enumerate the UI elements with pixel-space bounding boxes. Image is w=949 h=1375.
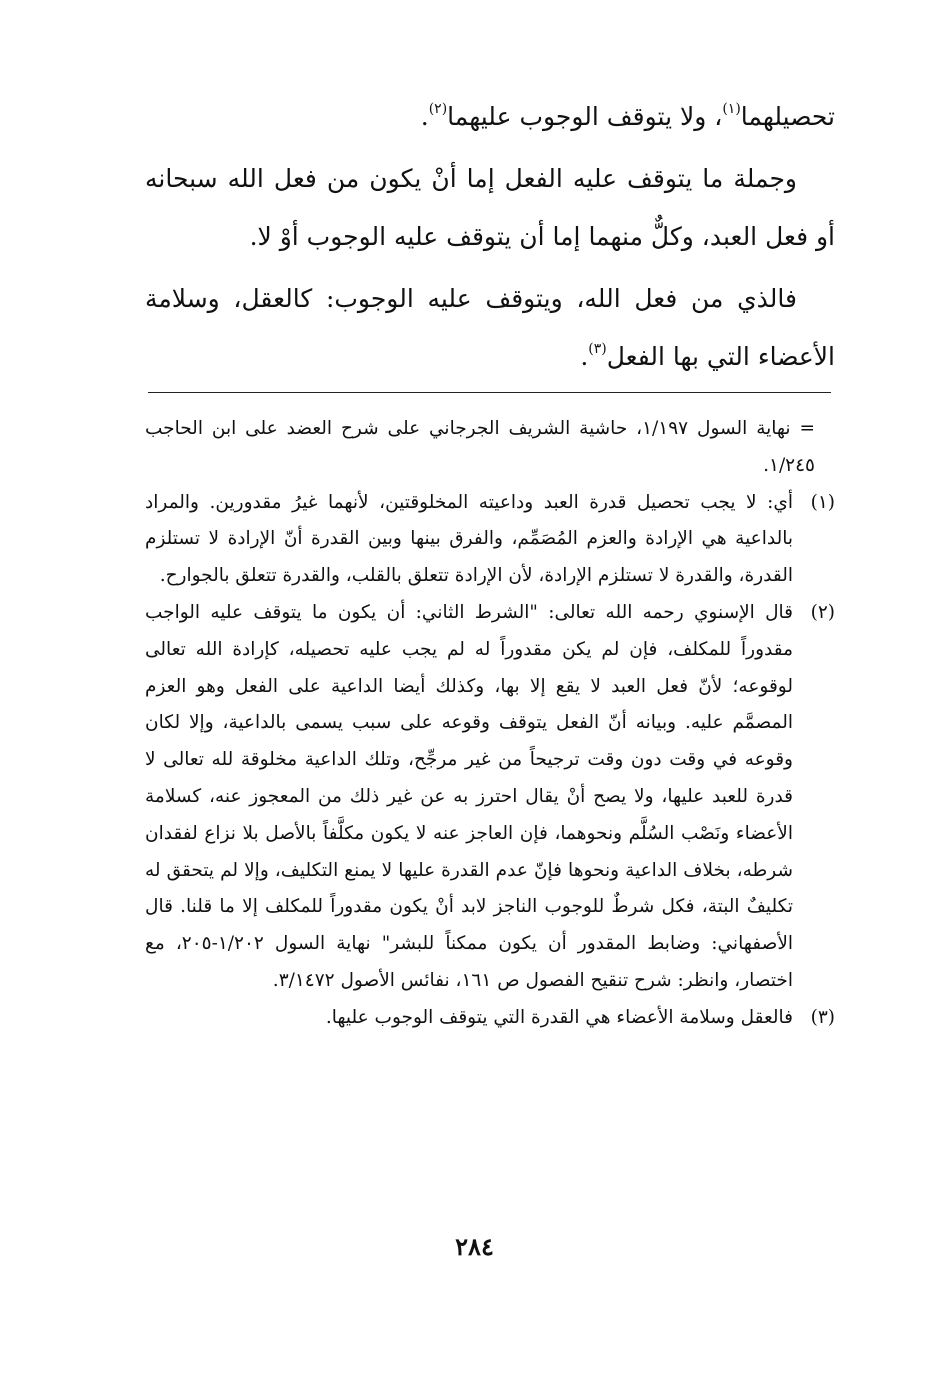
main-p3-text-1: فالذي من فعل الله، ويتوقف عليه الوجوب: كالعقل، وسلامة الأعضاء التي بها الفعل	[145, 284, 835, 371]
main-text	[145, 88, 835, 390]
footnote-1-text: أي: لا يجب تحصيل قدرة العبد وداعيته المخلوقتين، لأنهما غيرُ مقدورين. والمراد بالداعية هي الإرادة والعزم المُصَمِّم، والفرق بينها وبين القدرة أنّ الإرادة لا تستلزم القدرة، والقدرة لا تستلزم الإرادة، لأن الإرادة تتعلق بالقلب، والقدرة تتعلق بالجوارح.	[145, 491, 793, 587]
footnote-separator	[148, 392, 831, 393]
footnote-2-number: (٢)	[810, 601, 835, 623]
footnote-3-text: فالعقل وسلامة الأعضاء هي القدرة التي يتوقف الوجوب عليها.	[325, 1006, 793, 1028]
footnote-ref-1: (١)	[722, 101, 741, 117]
main-paragraph-1	[145, 88, 835, 146]
main-paragraph-2: وجملة ما يتوقف عليه الفعل إما أنْ يكون من فعل الله سبحانه أو فعل العبد، وكلٌّ منهما إما أن يتوقف عليه الوجوب أوْ لا.	[145, 164, 835, 251]
footnote-ref-3: (٣)	[588, 341, 607, 357]
footnote-2-text: قال الإسنوي رحمه الله تعالى: "الشرط الثاني: أن يكون ما يتوقف عليه الواجب مقدوراً للمكلف، فإن لم يكن مقدوراً له لم يجب عليه تحصيله، كإرادة الله تعالى لوقوعه؛ لأنّ فعل العبد لا يقع إلا بها، وكذلك أيضا الداعية على الفعل وهو العزم المصمَّم عليه. وبيانه أنّ الفعل يتوقف وقوعه على سبب يسمى بالداعية، وإلا لكان وقوعه في وقت دون وقت ترجيحاً من غير مرجِّح، وتلك الداعية مخلوقة لله تعالى لا قدرة للعبد عليها، ولا يصح أنْ يقال احترز به عن غير ذلك من المعجوز عنه، كسلامة الأعضاء ونَصْب السُلَّم ونحوهما، فإن العاجز عنه لا يكون مكلَّفاً بالأصل بلا نزاع لفقدان شرطه، بخلاف الداعية ونحوها فإنّ عدم القدرة عليها لا يمنع التكليف، وإلا لم يتحقق له تكليفٌ البتة، فكل شرطٌ للوجوب الناجز لابد أنْ يكون مقدوراً للمكلف إلا ما قلنا. قال الأصفهاني: وضابط المقدور أن يكون ممكناً للبشر" نهاية السول ١/٢٠٢-٢٠٥، مع اختصار، وانظر: شرح تنقيح الفصول ص ١٦١، نفائس الأصول ٣/١٤٧٢.	[145, 601, 794, 991]
main-p1-text-3: .	[420, 102, 429, 131]
footnote-3-number: (٣)	[810, 1006, 835, 1028]
footnote-2	[145, 595, 835, 1000]
footnote-1	[145, 485, 835, 595]
main-p1-text-1: تحصيلهما	[740, 102, 835, 131]
main-paragraph-3	[145, 270, 835, 386]
footnote-3	[145, 1000, 835, 1037]
footnotes	[145, 411, 835, 1037]
footnote-1-number: (١)	[810, 491, 835, 513]
main-p3-text-2: .	[580, 342, 589, 371]
footnote-continuation: = نهاية السول ١/١٩٧، حاشية الشريف الجرجاني على شرح العضد على ابن الحاجب ١/٢٤٥.	[145, 418, 815, 476]
footnote-ref-2: (٢)	[428, 101, 448, 117]
main-p1-text-2: ، ولا يتوقف الوجوب عليهما	[447, 102, 723, 131]
page-number: ٢٨٤	[455, 1232, 494, 1261]
